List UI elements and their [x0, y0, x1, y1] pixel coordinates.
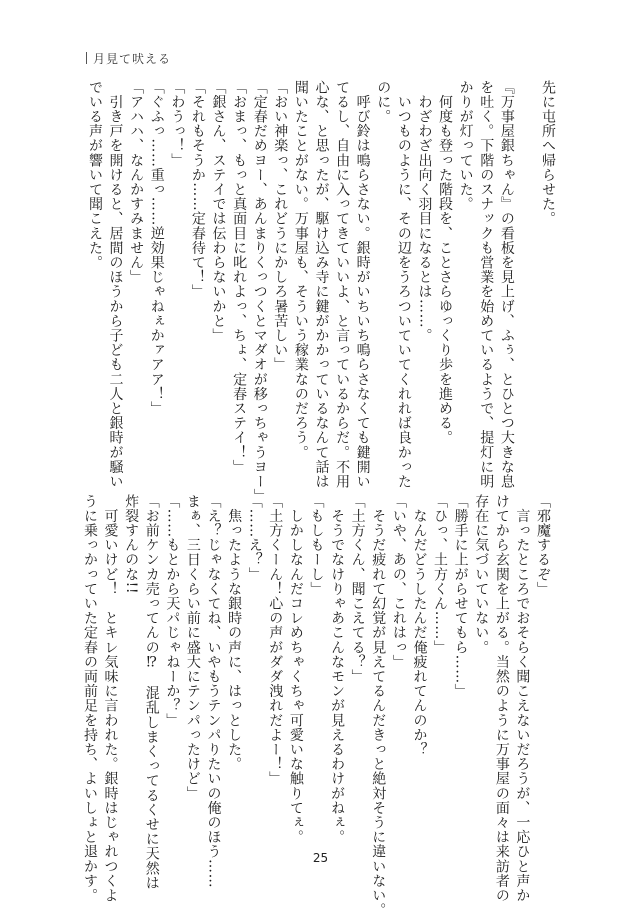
text-line: 引き戸を開けると、居間のほうから子ども二人と銀時が騒い [107, 80, 124, 489]
text-line: を吐く。下階のスナックも営業を始めているようで、提灯に明 [478, 80, 495, 489]
text-line: 「……もとから天パじゃねーか？」 [164, 494, 181, 728]
text-line: 「邪魔するぞ」 [535, 494, 551, 597]
text-line: うに乗っかっていた定春の両前足を持ち、よいしょと退かす。 [81, 494, 98, 903]
text-line: 何度も登った階段を、ことさらゆっくり歩を進める。 [437, 80, 454, 445]
text-line: 『万事屋銀ちゃん』の看板を見上げ、ふぅ、とひとつ大きな息 [498, 80, 515, 489]
text-line: でいる声が響いて聞こえた。 [86, 80, 103, 270]
text-line: なんだどうしたんだ俺疲れてんのか？ [411, 494, 428, 757]
text-line: 存在に気づいていない。 [473, 494, 490, 655]
text-line: 言ったところでおそらく聞こえないだろうが、一応ひと声か [514, 494, 531, 903]
page-number: 25 [312, 851, 329, 865]
text-line: まぁ、三日くらい前に盛大にテンパったけど」 [184, 494, 201, 801]
text-line: 「おまっ、もっと真面目に叱れよっ、ちょ、定春ステイ！」 [231, 80, 248, 475]
text-line: 「土方くん、聞こえてる？」 [349, 494, 366, 684]
text-line: いつものように、その辺をうろついていてくれれば良かった [395, 80, 412, 489]
text-line: 「アハハ、なんかすみません」 [128, 80, 145, 285]
text-line: 「いや、あの、これはっ」 [390, 494, 407, 670]
text-line: 「定春だめヨー、あんまりくっつくとマダオが移っちゃうヨー」 [251, 80, 268, 504]
text-line: 「ひっ、土方くん……」 [432, 494, 449, 655]
book-title: 月見て吠える [93, 52, 172, 66]
text-line [517, 80, 538, 480]
text-line: 「土方くーん！心の声がダダ洩れだよー！」 [267, 494, 284, 786]
text-line: 「銀さん、ステイでは伝わらないかと」 [210, 80, 227, 343]
text-line: 「ぐふっ……重っ……逆効果じゃねぇかァアア！」 [148, 80, 165, 416]
text-line: けてから玄関を上がる。当然のように万事屋の面々は来訪者の [493, 494, 510, 903]
text-line: 「おい神楽っ、これどうにかしろ暑苦しい」 [272, 80, 289, 372]
text-line: のに。 [375, 80, 392, 124]
running-header [86, 50, 171, 67]
text-line: 炸裂すんのな!! [123, 494, 140, 595]
text-line: 焦ったような銀時の声に、はっとした。 [226, 494, 243, 772]
text-line: 「お前ケンカ売ってんの⁉ 混乱しまくってるくせに天然は [143, 494, 160, 891]
text-line: 「勝手に上がらせてもら……」 [452, 494, 469, 699]
text-line: 先に屯所へ帰らせた。 [540, 80, 556, 226]
text-line: そうでなけりゃあこんなモンが見えるわけがねぇ。 [329, 494, 346, 845]
text-line: 「それもそうか……定春待て！」 [189, 80, 206, 299]
text-line: 「え？じゃなくてね、いやもうテンパりたいの俺のほう…… [205, 494, 222, 889]
text-line: 可愛いけど！ とキレ気味に言われた。銀時はじゃれつくよ [102, 494, 119, 903]
text-line: しかしなんだコレめちゃくちゃ可愛いな触りてぇ。 [287, 494, 304, 845]
text-line: 心な、と思ったが、駆け込み寺に鍵がかかっているなんて話は [313, 80, 330, 489]
text-line: 「もしもーし」 [308, 494, 325, 597]
header-rule [86, 52, 87, 64]
text-line: 呼び鈴は鳴らさない。銀時がいちいち鳴らさなくても鍵開い [354, 80, 371, 489]
text-line: そうだ疲れて幻覚が見えてるんだきっと絶対そうに違いない。 [370, 494, 387, 917]
text-line: てるし、自由に入ってきていいよ、と言っているからだ。不用 [334, 80, 351, 489]
upper-text-block [84, 80, 558, 504]
text-line: 「……え？」 [246, 494, 263, 582]
text-line: 「わうっ！」 [169, 80, 186, 168]
text-line: 聞いたことがない。万事屋も、そういう稼業なのだろう。 [292, 80, 309, 460]
text-line: かりが灯っていた。 [457, 80, 474, 212]
text-line: わざわざ出向く羽目になるとは……。 [416, 80, 433, 343]
